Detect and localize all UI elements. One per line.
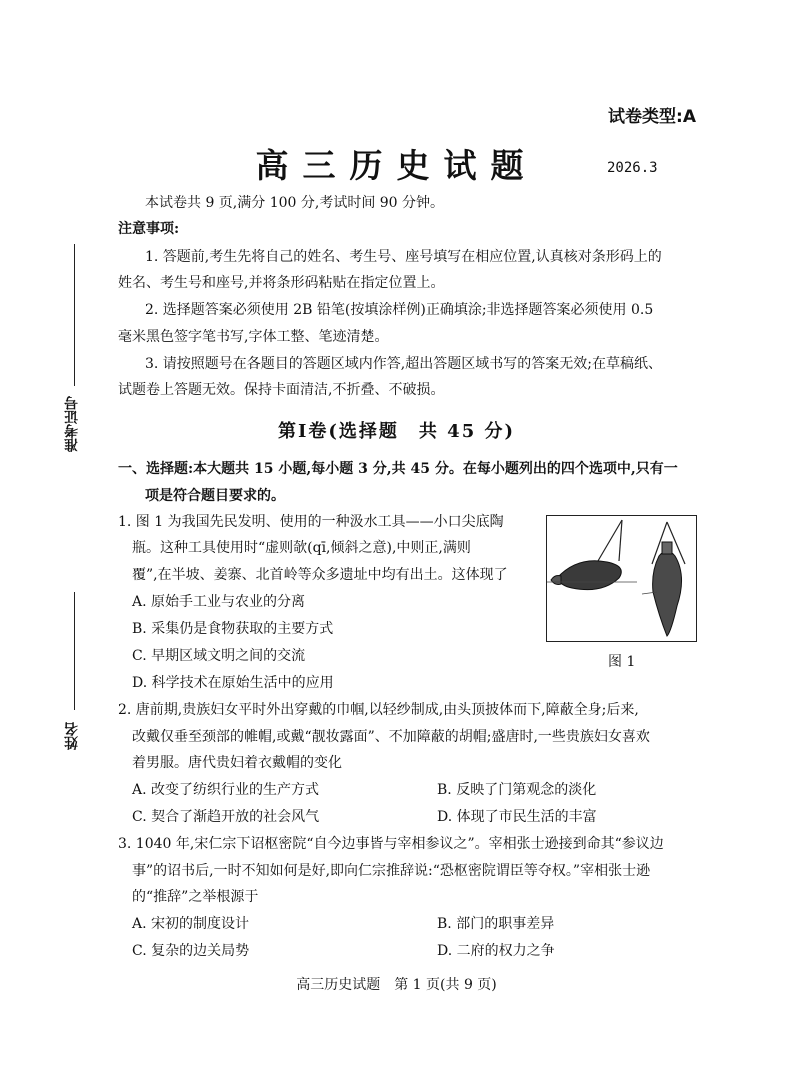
name-blank-line [74,592,75,710]
notice-line: 1. 答题前,考生先将自己的姓名、考生号、座号填写在相应位置,认真核对条形码上的 [145,249,662,265]
option-d: D. 科学技术在原始生活中的应用 [132,675,334,691]
notice-line: 试题卷上答题无效。保持卡面清洁,不折叠、不破损。 [118,382,445,398]
option-b: B. 反映了门第观念的淡化 [437,782,597,798]
question-stem: 2. 唐前期,贵族妇女平时外出穿戴的巾帼,以轻纱制成,由头顶披体而下,障蔽全身;后来, [118,702,639,718]
option-a: A. 原始手工业与农业的分离 [132,594,306,610]
option-c: C. 早期区域文明之间的交流 [132,648,306,664]
exam-id-label: 准考证号 [64,396,80,452]
notice-heading: 注意事项: [118,221,180,237]
option-c: C. 复杂的边关局势 [132,943,250,959]
figure-caption: 图 1 [608,654,636,670]
paper-type-label: 试卷类型:A [608,107,696,127]
figure-pottery-bottle [546,515,697,642]
option-b: B. 采集仍是食物获取的主要方式 [132,621,334,637]
question-stem: 改戴仅垂至颈部的帷帽,或戴“靓妆露面”、不加障蔽的胡帽;盛唐时,一些贵族妇女喜欢 [132,729,650,745]
section-title: 第Ⅰ卷(选择题 共 45 分) [277,421,516,442]
notice-line: 3. 请按照题号在各题目的答题区域内作答,超出答题区域书写的答案无效;在草稿纸、 [145,356,662,372]
intro-text: 本试卷共 9 页,满分 100 分,考试时间 90 分钟。 [145,195,445,211]
option-c: C. 契合了渐趋开放的社会风气 [132,809,320,825]
page-title: 高三历史试题 [255,146,538,185]
notice-line: 2. 选择题答案必须使用 2B 铅笔(按填涂样例)正确填涂;非选择题答案必须使用 0.5 [145,302,654,318]
option-b: B. 部门的职事差异 [437,916,555,932]
question-stem: 1. 图 1 为我国先民发明、使用的一种汲水工具——小口尖底陶 [118,514,504,530]
exam-id-blank-line [74,244,75,386]
page-footer: 高三历史试题 第 1 页(共 9 页) [296,977,497,993]
option-d: D. 体现了市民生活的丰富 [437,809,597,825]
exam-date: 2026.3 [607,160,658,176]
section-instruction: 项是符合题目要求的。 [145,488,285,504]
notice-line: 姓名、考生号和座号,并将条形码粘贴在指定位置上。 [118,275,445,291]
name-label: 姓名 [64,722,80,750]
question-stem: 的“推辞”之举根源于 [132,889,259,905]
pottery-bottle-illustration [547,516,696,641]
question-stem: 3. 1040 年,宋仁宗下诏枢密院“自今边事皆与宰相参议之”。宰相张士逊接到命其“参议边 [118,836,664,852]
question-stem: 着男服。唐代贵妇着衣戴帽的变化 [132,755,342,771]
option-a: A. 宋初的制度设计 [132,916,250,932]
option-a: A. 改变了纺织行业的生产方式 [132,782,320,798]
section-instruction: 一、选择题:本大题共 15 小题,每小题 3 分,共 45 分。在每小题列出的四个选项中,只有一 [118,461,678,477]
option-d: D. 二府的权力之争 [437,943,555,959]
question-stem: 覆”,在半坡、姜寨、北首岭等众多遗址中均有出土。这体现了 [132,567,508,583]
notice-line: 毫米黑色签字笔书写,字体工整、笔迹清楚。 [118,329,389,345]
question-stem: 瓶。这种工具使用时“虚则欹(qī,倾斜之意),中则正,满则 [132,540,471,556]
question-stem: 事”的诏书后,一时不知如何是好,即向仁宗推辞说:“恐枢密院谓臣等夺权。”宰相张士逊 [132,863,651,879]
